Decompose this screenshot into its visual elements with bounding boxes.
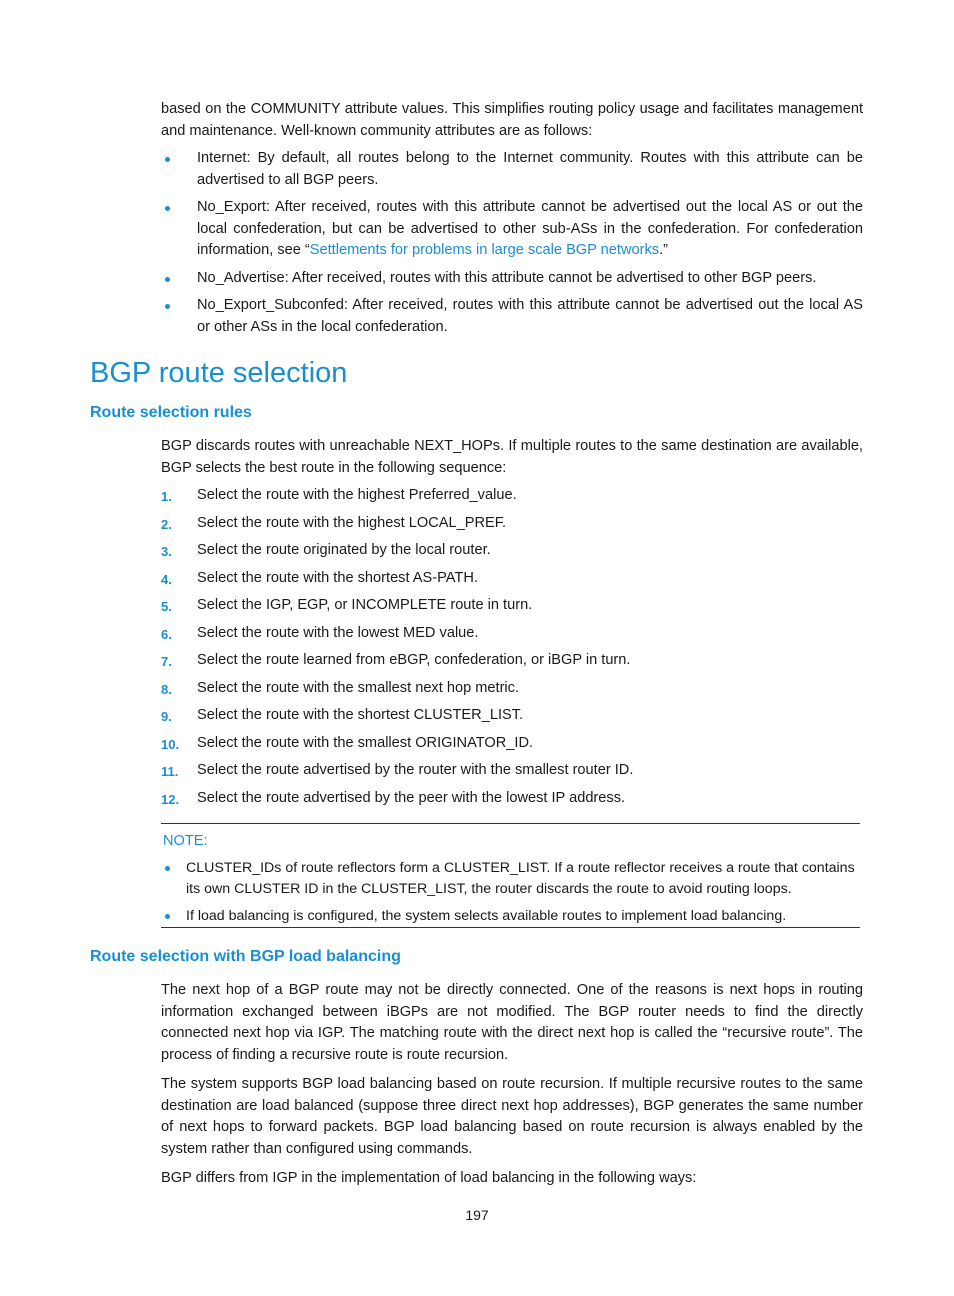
bullet-icon (165, 304, 170, 309)
step-number: 8. (161, 681, 172, 697)
list-item (161, 906, 860, 927)
list-item (161, 623, 863, 651)
note-label: NOTE: (163, 833, 208, 849)
step-text: Select the route with the shortest CLUSTER_LIST. (197, 707, 524, 723)
step-text: Select the route with the smallest next hop metric. (197, 679, 520, 696)
list-item (161, 788, 863, 816)
bullet-icon (165, 206, 170, 211)
list-item (161, 650, 863, 678)
step-number: 11. (161, 764, 179, 779)
list-item (161, 197, 863, 262)
page-heading: BGP route selection (90, 357, 348, 389)
step-text: Select the route with the shortest AS-PATH. (197, 569, 478, 586)
bullet-text: No_Advertise: After received, routes with this attribute cannot be advertised to other BGP peers. (197, 269, 817, 286)
section-title-route-selection-rules: Route selection rules (90, 404, 252, 421)
step-text: Select the route with the smallest ORIGINATOR_ID. (197, 734, 534, 751)
list-item (161, 540, 863, 568)
bullet-icon (165, 277, 170, 282)
note-text: CLUSTER_IDs of route reflectors form a CLUSTER_LIST. If a route reflector receives a route that contains its own CLUSTER ID in the CLUSTER_LIST, the router discards the route to avoid routing loops. (186, 860, 855, 897)
list-item (161, 760, 863, 788)
note-text: If load balancing is configured, the system selects available routes to implement load balancing. (186, 908, 787, 924)
bullet-text-end: .” (659, 242, 668, 258)
paragraph: BGP differs from IGP in the implementation of load balancing in the following ways: (161, 1170, 697, 1186)
step-text: Select the route advertised by the router with the smallest router ID. (197, 762, 634, 778)
list-item (161, 485, 863, 513)
bullet-icon (165, 914, 170, 919)
confederation-link[interactable]: Settlements for problems in large scale BGP networks (309, 242, 660, 258)
list-item (161, 705, 863, 733)
bullet-text: No_Export_Subconfed: After received, routes with this attribute cannot be advertised out the local AS or other ASs in the local confederation. (197, 297, 863, 335)
bullet-icon (165, 157, 170, 162)
list-item (161, 733, 863, 761)
paragraph: The system supports BGP load balancing based on route recursion. If multiple recursive routes to the same destination are load balanced (suppose three direct next hop addresses), BGP generates the same number of next hops to forward packets. BGP load balancing based on route recursion is always enabled by the system rather than configured using commands. (161, 1076, 863, 1157)
list-item (161, 858, 860, 900)
selection-steps-list (161, 485, 863, 815)
load-balancing-block (161, 980, 863, 1198)
note-box (161, 823, 860, 928)
list-item (161, 678, 863, 706)
step-number: 1. (161, 489, 172, 504)
community-list (161, 148, 863, 338)
list-item (161, 268, 863, 290)
intro-paragraph: based on the COMMUNITY attribute values. This simplifies routing policy usage and facilitates management and maintenance. Well-known community attributes are as follows: (161, 101, 863, 139)
step-text: Select the IGP, EGP, or INCOMPLETE route in turn. (197, 597, 533, 613)
note-list (161, 858, 860, 927)
section-title-load-balancing: Route selection with BGP load balancing (90, 948, 401, 965)
bullet-text: Internet: By default, all routes belong to the Internet community. Routes with this attribute can be advertised to all BGP peers. (197, 150, 863, 188)
bullet-icon (165, 866, 170, 871)
page-number: 197 (465, 1207, 489, 1223)
step-number: 10. (161, 736, 180, 752)
rules-block (161, 436, 863, 815)
bullet-text: No_Export: After received, routes with this attribute cannot be advertised out the local AS or out the local confederation, but can be advertised to other sub-ASs in the confederation. For confederation information, see “ (197, 199, 863, 258)
step-text: Select the route with the lowest MED value. (197, 624, 479, 641)
list-item (161, 595, 863, 623)
intro-block (161, 99, 863, 344)
step-number: 7. (161, 654, 172, 669)
step-number: 6. (161, 626, 172, 642)
step-number: 12. (161, 791, 180, 807)
step-text: Select the route advertised by the peer with the lowest IP address. (197, 789, 626, 806)
step-text: Select the route originated by the local router. (197, 542, 491, 558)
step-text: Select the route learned from eBGP, confederation, or iBGP in turn. (197, 652, 631, 668)
step-text: Select the route with the highest Preferred_value. (197, 487, 517, 503)
list-item (161, 148, 863, 191)
step-number: 9. (161, 709, 172, 724)
list-item (161, 295, 863, 338)
list-item (161, 513, 863, 541)
step-number: 5. (161, 599, 172, 614)
paragraph: The next hop of a BGP route may not be directly connected. One of the reasons is next hops in routing information exchanged between iBGPs are not modified. The BGP router needs to find the directly connected next hop via IGP. The matching route with the direct next hop is called the “recursive route”. The process of finding a recursive route is route recursion. (161, 982, 863, 1063)
rules-intro-paragraph: BGP discards routes with unreachable NEXT_HOPs. If multiple routes to the same destination are available, BGP selects the best route in the following sequence: (161, 438, 863, 476)
list-item (161, 568, 863, 596)
step-number: 3. (161, 544, 172, 559)
step-number: 2. (161, 516, 172, 532)
step-number: 4. (161, 571, 172, 587)
step-text: Select the route with the highest LOCAL_PREF. (197, 514, 507, 531)
